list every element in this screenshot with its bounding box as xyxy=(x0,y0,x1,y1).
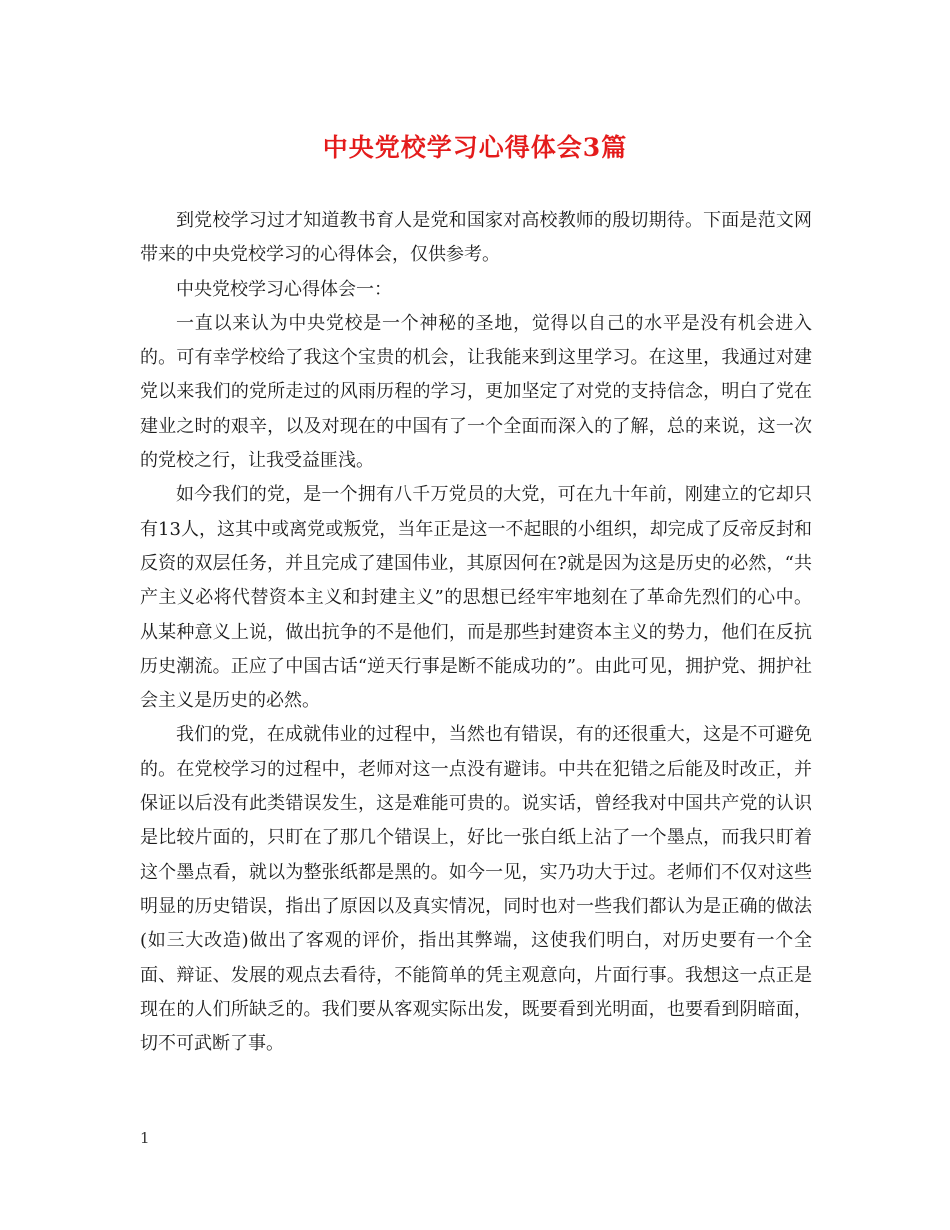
paragraph-intro: 到党校学习过才知道教书育人是党和国家对高校教师的殷切期待。下面是范文网带来的中央党校学习的心得体会，仅供参考。 xyxy=(140,210,812,266)
document-title: 中央党校学习心得体会3篇 xyxy=(322,133,628,162)
paragraph-section-heading: 中央党校学习心得体会一： xyxy=(176,278,392,300)
document-body xyxy=(140,204,812,1061)
paragraph-2: 如今我们的党，是一个拥有八千万党员的大党，可在九十年前，刚建立的它却只有13人，这其中或离党或叛党，当年正是这一不起眼的小组织，却完成了反帝反封和反资的双层任务，并且完成了建国伟业，其原因何在?就是因为这是历史的必然，“共产主义必将代替资本主义和封建主义”的思想已经牢牢地刻在了革命先烈们的心中。从某种意义上说，做出抗争的不是他们，而是那些封建资本主义的势力，他们在反抗历史潮流。正应了中国古话“逆天行事是断不能成功的”。由此可见，拥护党、拥护社会主义是历史的必然。 xyxy=(140,484,812,712)
paragraph-3: 我们的党，在成就伟业的过程中，当然也有错误，有的还很重大，这是不可避免的。在党校学习的过程中，老师对这一点没有避讳。中共在犯错之后能及时改正，并保证以后没有此类错误发生，这是难能可贵的。说实话，曾经我对中国共产党的认识是比较片面的，只盯在了那几个错误上，好比一张白纸上沾了一个墨点，而我只盯着这个墨点看，就以为整张纸都是黑的。如今一见，实乃功大于过。老师们不仅对这些明显的历史错误，指出了原因以及真实情况，同时也对一些我们都认为是正确的做法(如三大改造)做出了客观的评价，指出其弊端，这使我们明白，对历史要有一个全面、辩证、发展的观点去看待，不能简单的凭主观意向，片面行事。我想这一点正是现在的人们所缺乏的。我们要从客观实际出发，既要看到光明面，也要看到阴暗面，切不可武断了事。 xyxy=(140,724,812,1055)
paragraph-1: 一直以来认为中央党校是一个神秘的圣地，觉得以自己的水平是没有机会进入的。可有幸学校给了我这个宝贵的机会，让我能来到这里学习。在这里，我通过对建党以来我们的党所走过的风雨历程的学习，更加坚定了对党的支持信念，明白了党在建业之时的艰辛，以及对现在的中国有了一个全面而深入的了解，总的来说，这一次的党校之行，让我受益匪浅。 xyxy=(140,312,812,472)
page-number: 1 xyxy=(140,1129,150,1147)
